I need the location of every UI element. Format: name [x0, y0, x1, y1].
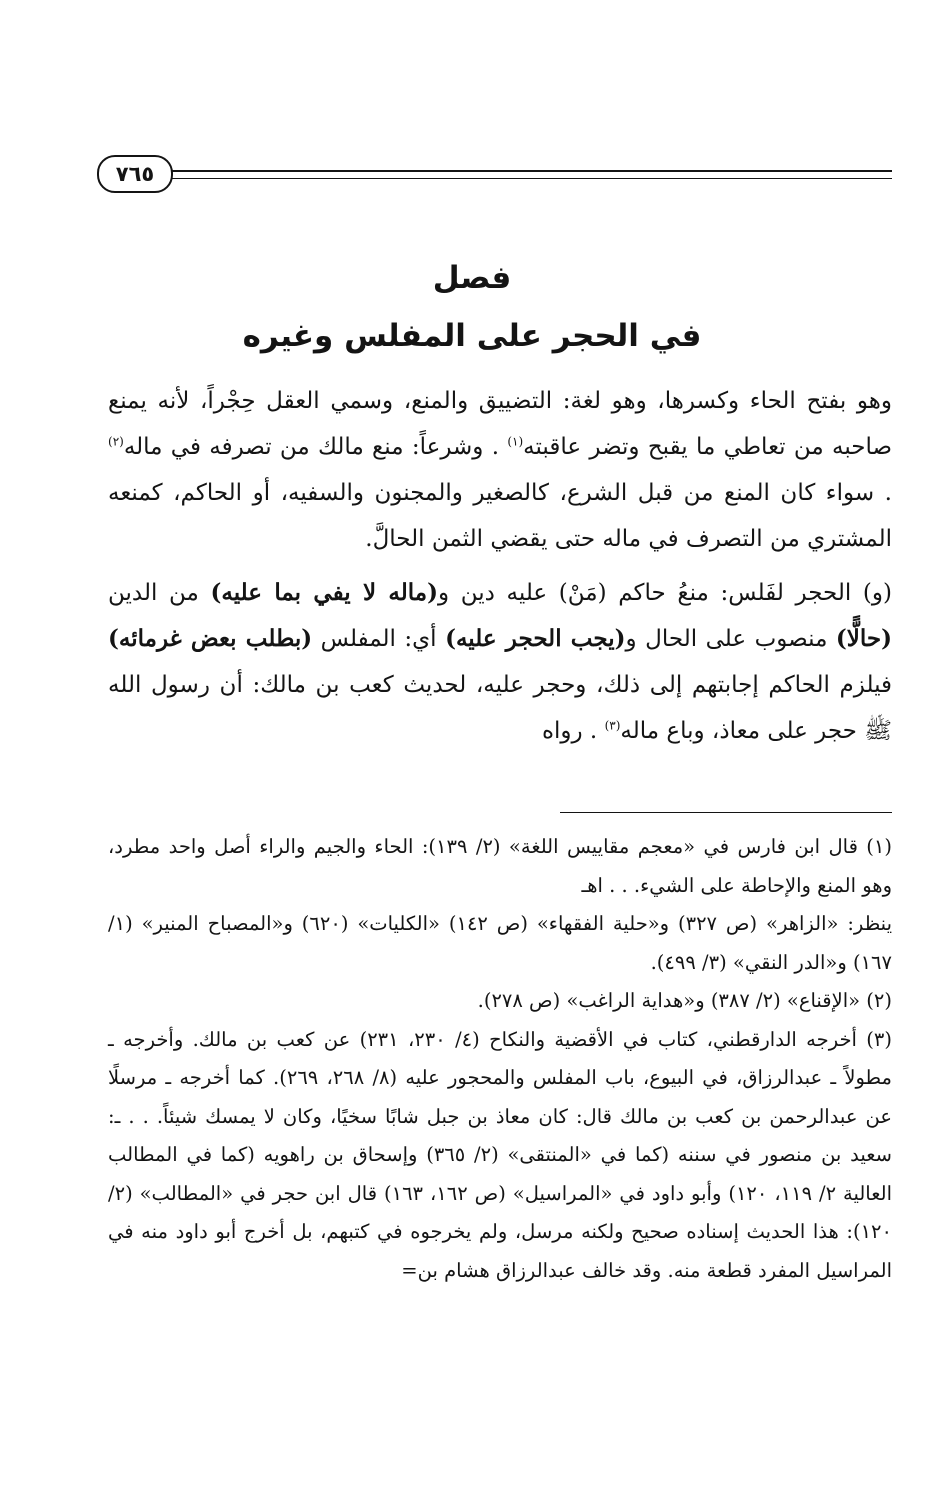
text-run: . سواء كان المنع من قبل الشرع، كالصغير والمجنون والسفيه، أو الحاكم، كمنعه المشتري من التصرف في ماله حتى يقضي الثمن الحالَّ. — [108, 480, 892, 552]
paragraph-definition — [108, 378, 892, 562]
chapter-subheading: في الحجر على المفلس وغيره — [242, 318, 702, 354]
text-run: منصوب على الحال و — [625, 626, 836, 652]
footnote-separator — [560, 812, 892, 813]
footnote-2: (٢) «الإقناع» (٢/ ٣٨٧) و«هداية الراغب» (ص ٢٧٨). — [477, 989, 892, 1012]
paragraph-bankruptcy — [108, 570, 892, 754]
text-run: أي: المفلس — [312, 626, 446, 652]
text-run: وهو بفتح الحاء وكسرها، وهو لغة: التضييق والمنع، وسمي العقل حِجْراً، لأنه يمنع صاحبه من تعاطي ما يقبح وتضر عاقبته — [108, 388, 893, 460]
text-run: فيلزم الحاكم إجابتهم إلى ذلك، وحجر عليه، لحديث كعب بن مالك: أن رسول الله ﷺ حجر على معاذ، وباع ماله — [108, 672, 892, 744]
main-text — [108, 378, 892, 754]
text-run: . وشرعاً: منع مالك من تصرفه في ماله — [123, 434, 508, 460]
matn-text: (يجب الحجر عليه) — [445, 625, 626, 652]
matn-text: (حالًّا) — [835, 625, 893, 652]
footnote-ref-1: (١) — [507, 434, 524, 449]
text-run: . رواه — [541, 718, 605, 744]
footnote-1-continuation: ينظر: «الزاهر» (ص ٣٢٧) و«حلية الفقهاء» (ص ١٤٢) «الكليات» (٦٢٠) و«المصباح المنير» (١/ ١٦٧) و«الدر النقي» (٣/ ٤٩٩). — [108, 912, 892, 974]
header-rule — [170, 170, 892, 179]
footnotes — [108, 828, 892, 1290]
page-number: ٧٦٥ — [97, 155, 173, 193]
footnote-3: (٣) أخرجه الدارقطني، كتاب في الأقضية والنكاح (٤/ ٢٣٠، ٢٣١) عن كعب بن مالك. وأخرجه ـ مطولاً ـ عبدالرزاق، في البيوع، باب المفلس والمحجور عليه (٨/ ٢٦٨، ٢٦٩). كما أخرجه ـ مرسلًا عن عبدالرحمن بن كعب بن مالك قال: كان معاذ بن جبل شابًا سخيًا، وكان لا يمسك شيئاً. . . ـ: سعيد بن منصور في سننه (كما في «المنتقى» (٢/ ٣٦٥) وإسحاق بن راهويه (كما في المطالب العالية ٢/ ١١٩، ١٢٠) وأبو داود في «المراسيل» (ص ١٦٢، ١٦٣) قال ابن حجر في «المطالب» (٢/ ١٢٠): هذا الحديث إسناده صحيح ولكنه مرسل، ولم يخرجوه في كتبهم، بل أخرج أبو داود منه في المراسيل المفرد قطعة منه. وقد خالف عبدالرزاق هشام بن= — [108, 1027, 892, 1282]
text-run: من الدين — [108, 580, 211, 606]
matn-text: (ماله لا يفي بما عليه) — [210, 579, 438, 606]
chapter-heading: فصل — [432, 260, 512, 296]
footnote-ref-3: (٣) — [604, 718, 621, 733]
footnote-1: (١) قال ابن فارس في «معجم مقاييس اللغة» (٢/ ١٣٩): الحاء والجيم والراء أصل واحد مطرد، وهو المنع والإحاطة على الشيء. . . اهـ — [108, 835, 892, 897]
text-run: (و) الحجر لفَلس: منعُ حاكم (مَنْ) عليه دين و — [437, 580, 892, 606]
footnote-ref-2: (٢) — [108, 434, 124, 449]
matn-text: (بطلب بعض غرمائه) — [108, 625, 313, 652]
